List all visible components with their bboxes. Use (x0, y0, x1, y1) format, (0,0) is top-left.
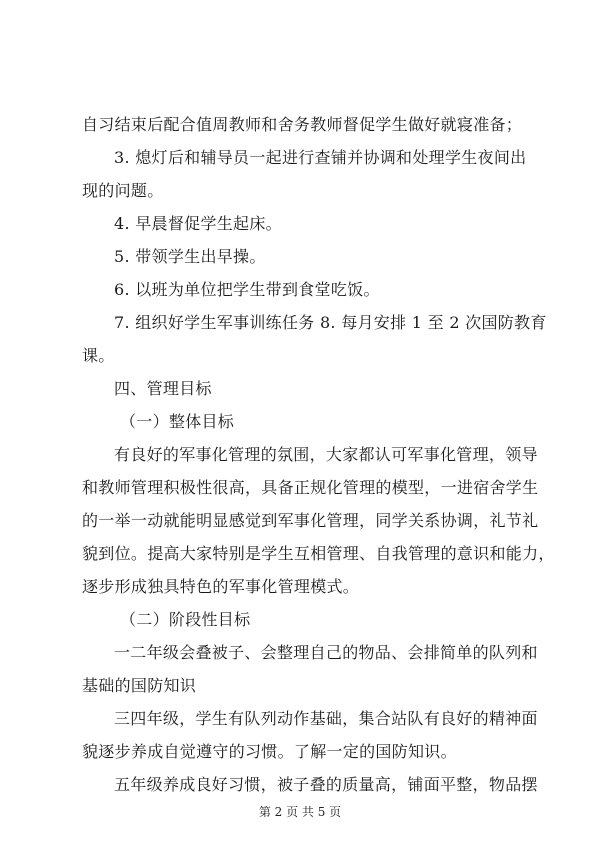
document-body (82, 108, 555, 801)
text-line: 现的问题。 (82, 181, 164, 200)
text-line: 6. 以班为单位把学生带到食堂吃饭。 (114, 280, 380, 299)
text-line: 自习结束后配合值周教师和舍务教师督促学生做好就寝准备； (82, 115, 523, 134)
text-line: 4. 早晨督促学生起床。 (114, 214, 282, 233)
text-line: 3. 熄灯后和辅导员一起进行查铺并协调和处理学生夜间出 (114, 148, 527, 167)
text-line: 5. 带领学生出早操。 (114, 247, 266, 266)
text-line: 貌到位。提高大家特别是学生互相管理、自我管理的意识和能力， (82, 544, 555, 563)
text-line: 逐步形成独具特色的军事化管理模式。 (82, 577, 360, 596)
subsection-heading: （一）整体目标 (120, 412, 235, 431)
text-line: 五年级养成良好习惯，被子叠的质量高，铺面平整，物品摆 (114, 775, 538, 794)
text-line: 貌逐步养成自觉遵守的习惯。了解一定的国防知识。 (82, 742, 457, 761)
text-line: 课。 (82, 346, 115, 365)
text-line: 有良好的军事化管理的氛围，大家都认可军事化管理，领导 (114, 445, 538, 464)
subsection-heading: （二）阶段性目标 (120, 610, 251, 629)
text-line: 一二年级会叠被子、会整理自己的物品、会排简单的队列和 (114, 643, 538, 662)
text-line: 和教师管理积极性很高，具备正规化管理的模型，一进宿舍学生 (82, 478, 539, 497)
text-line: 基础的国防知识 (82, 676, 197, 695)
section-heading: 四、管理目标 (114, 379, 212, 398)
page-number-footer: 第 2 页 共 5 页 (258, 805, 342, 819)
text-line: 7. 组织好学生军事训练任务 8. 每月安排 1 至 2 次国防教育 (114, 313, 547, 332)
text-line: 的一举一动就能明显感觉到军事化管理，同学关系协调，礼节礼 (82, 511, 539, 530)
text-line: 三四年级，学生有队列动作基础，集合站队有良好的精神面 (114, 709, 538, 728)
